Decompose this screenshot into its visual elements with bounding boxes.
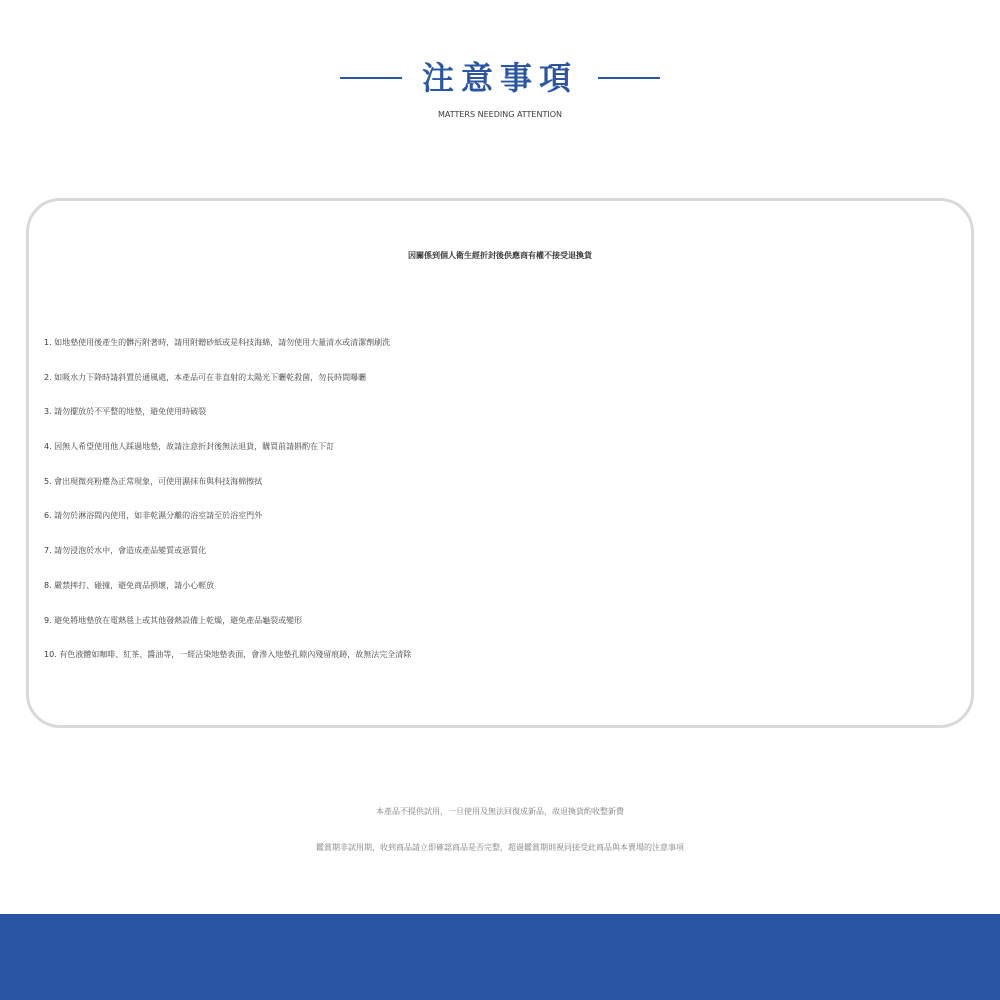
page-subtitle: MATTERS NEEDING ATTENTION [437,110,562,119]
footer-note-2: 鑑賞期非試用期，收到商品請立即確認商品是否完整，超過鑑賞期則視同接受此商品與本賣場的注意事項 [316,843,684,852]
notice-item-10: 10. 有色液體如咖啡、紅茶、醬油等，一經沾染地墊表面，會滲入地墊孔隙內殘留痕跡，故無法完全清除 [44,650,412,660]
notice-item-4: 4. 因無人希望使用他人踩過地墊，故請注意折封後無法退貨，購買前請斟酌在下訂 [44,442,335,452]
notice-item-9: 9. 避免將地墊放在電熱毯上或其他發熱設備上乾燥，避免產品龜裂或變形 [44,615,303,625]
notice-item-2: 2. 如吸水力下降時請斜置於通風處，本產品可在非直射的太陽光下曬乾殺菌，勿長時間曝曬 [44,372,367,382]
notice-item-7: 7. 請勿浸泡於水中，會造成產品變質或惡質化 [44,546,207,556]
notice-item-6: 6. 請勿於淋浴間內使用，如非乾濕分離的浴室請至於浴室門外 [44,511,263,521]
notice-item-1: 1. 如地墊使用後產生的髒污附著時，請用附贈砂紙或是科技海綿，請勿使用大量清水或清潔劑刷洗 [44,338,391,347]
title-rule-left [340,77,402,79]
notice-item-3: 3. 請勿擺放於不平整的地墊，避免使用時破裂 [44,407,207,417]
notice-item-8: 8. 嚴禁摔打、碰撞，避免商品損壞，請小心輕放 [44,580,215,590]
footer-note-1: 本產品不提供試用，一旦使用及無法回復成新品，故退換貨酌收整新費 [376,807,624,816]
notice-list [44,326,964,673]
notice-heading: 因關係到個人衛生經折封後供應商有權不接受退換貨 [408,251,592,260]
page-title: 注意事項 [421,59,578,97]
notice-item-5: 5. 會出現微亮粉塵為正常現象，可使用濕抹布與科技海棉擦拭 [44,476,263,486]
bottom-band [0,914,1000,1000]
title-row [0,54,1000,102]
title-rule-right [598,77,660,79]
